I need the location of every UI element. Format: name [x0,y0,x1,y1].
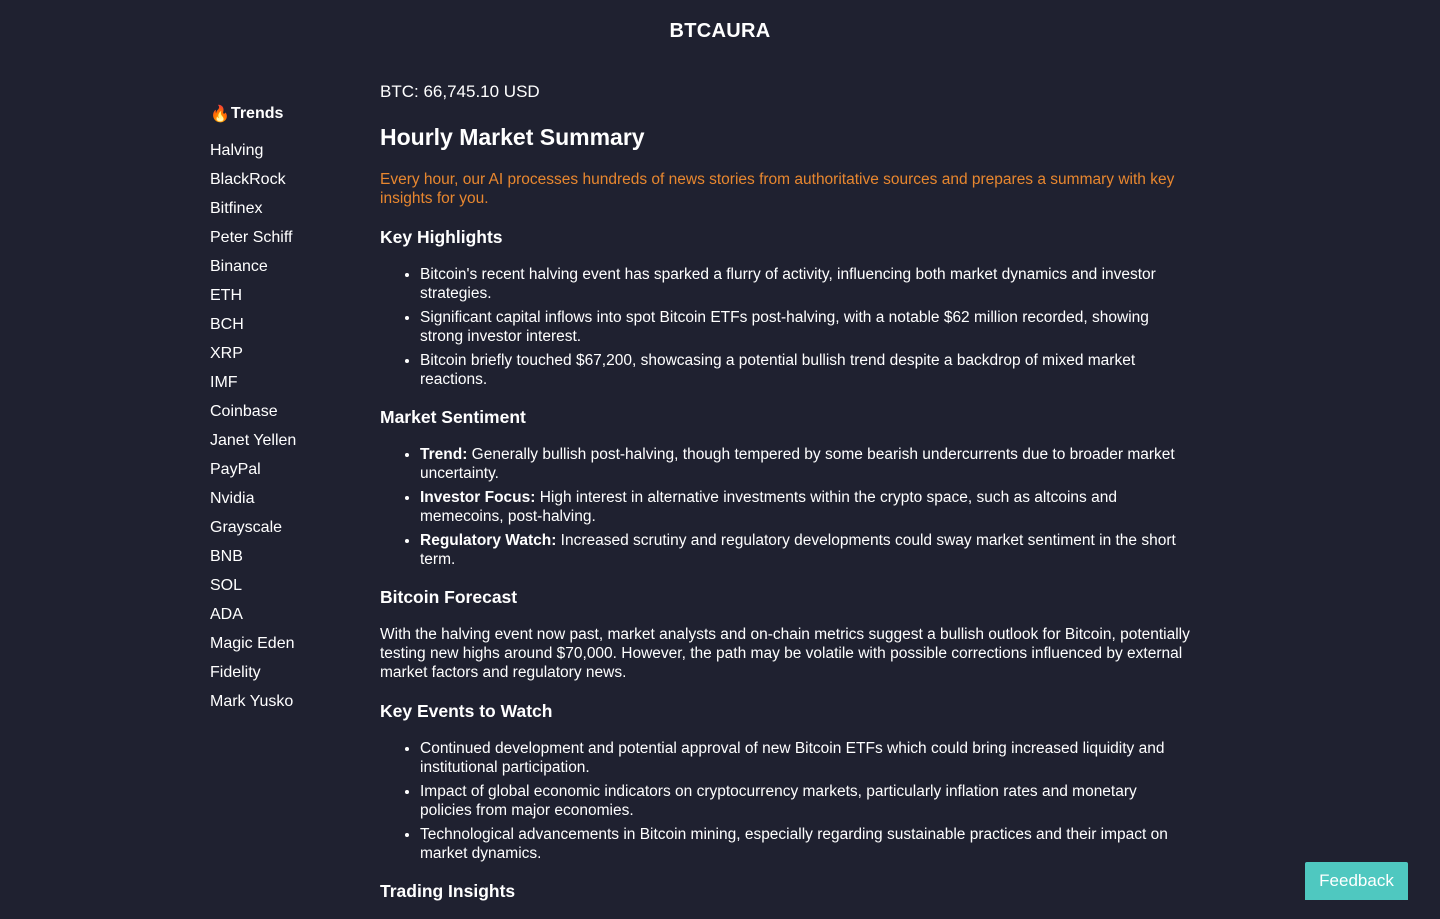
list-item: • Bitcoin briefly touched $67,200, showcasing a potential bullish trend despite a backdrop of mixed market reactions. [420,351,1190,389]
trend-item[interactable] [210,281,360,310]
events-list [380,739,1190,863]
feedback-button[interactable]: Feedback [1305,862,1408,900]
trend-list [210,136,360,716]
trend-link-eth[interactable]: ETH [210,287,242,304]
market-summary-content [380,80,1190,919]
sentiment-text: High interest in alternative investments within the crypto space, such as altcoins and memecoins, post-halving. [420,489,1117,525]
trend-item[interactable] [210,455,360,484]
trend-link-imf[interactable]: IMF [210,374,238,391]
trend-item[interactable] [210,513,360,542]
trend-link-fidelity[interactable]: Fidelity [210,664,261,681]
trends-sidebar [210,102,360,716]
trend-item[interactable] [210,571,360,600]
section-heading-forecast: Bitcoin Forecast [380,587,518,607]
trend-link-nvidia[interactable]: Nvidia [210,490,255,507]
trend-item[interactable] [210,339,360,368]
trend-item[interactable] [210,223,360,252]
section-heading-sentiment: Market Sentiment [380,407,526,427]
site-header [0,0,1440,64]
trend-item[interactable] [210,397,360,426]
sentiment-text: Generally bullish post-halving, though tempered by some bearish undercurrents due to broader market uncertainty. [420,446,1175,482]
trend-item[interactable] [210,658,360,687]
trend-link-bnb[interactable]: BNB [210,548,243,565]
trend-link-blackrock[interactable]: BlackRock [210,171,286,188]
trend-link-bch[interactable]: BCH [210,316,244,333]
sentiment-list [380,445,1190,569]
trend-link-coinbase[interactable]: Coinbase [210,403,278,420]
trend-item[interactable] [210,629,360,658]
trends-heading [210,102,360,126]
section-heading-highlights: Key Highlights [380,227,503,247]
trend-item[interactable] [210,426,360,455]
section-heading-trading-insights: Trading Insights [380,881,516,901]
sentiment-label: Investor Focus: [420,489,536,506]
fire-icon: 🔥 [210,106,230,123]
trend-link-mark-yusko[interactable]: Mark Yusko [210,693,294,710]
page-title: Hourly Market Summary [380,124,645,150]
list-item: • Continued development and potential approval of new Bitcoin ETFs which could bring increased liquidity and institutional participation. [420,739,1190,777]
trend-link-peter-schiff[interactable]: Peter Schiff [210,229,293,246]
trend-item[interactable] [210,687,360,716]
list-item: • Technological advancements in Bitcoin mining, especially regarding sustainable practices and their impact on market dynamics. [420,825,1190,863]
trend-item[interactable] [210,368,360,397]
section-heading-events: Key Events to Watch [380,701,553,721]
trend-item[interactable] [210,600,360,629]
trend-item[interactable] [210,310,360,339]
sentiment-text: Increased scrutiny and regulatory developments could sway market sentiment in the short term. [420,532,1176,568]
list-item [420,488,1190,526]
trend-item[interactable] [210,194,360,223]
trend-link-sol[interactable]: SOL [210,577,243,594]
trend-link-xrp[interactable]: XRP [210,345,243,362]
trend-link-halving[interactable]: Halving [210,142,264,159]
trend-link-bitfinex[interactable]: Bitfinex [210,200,263,217]
brand-logo-link[interactable]: BTCAURA [669,20,771,42]
trend-item[interactable] [210,165,360,194]
trend-link-janet-yellen[interactable]: Janet Yellen [210,432,297,449]
list-item: • Impact of global economic indicators on cryptocurrency markets, particularly inflation rates and monetary policies from major economies. [420,782,1190,820]
trends-heading-label: Trends [230,105,284,122]
trend-item[interactable] [210,542,360,571]
trend-link-grayscale[interactable]: Grayscale [210,519,283,536]
forecast-text: With the halving event now past, market analysts and on-chain metrics suggest a bullish outlook for Bitcoin, potentially testing new highs around $70,000. However, the path may be volatile with possible corrections influenced by external market factors and regulatory news. [380,626,1190,681]
trend-link-magic-eden[interactable]: Magic Eden [210,635,295,652]
list-item: • Bitcoin's recent halving event has sparked a flurry of activity, influencing both market dynamics and investor strategies. [420,265,1190,303]
highlights-list [380,265,1190,389]
intro-text: Every hour, our AI processes hundreds of news stories from authoritative sources and prepares a summary with key insights for you. [380,171,1175,207]
trend-item[interactable] [210,136,360,165]
trend-item[interactable] [210,252,360,281]
trend-item[interactable] [210,484,360,513]
list-item [420,445,1190,483]
sentiment-label: Trend: [420,446,468,463]
sentiment-label: Regulatory Watch: [420,532,557,549]
trend-link-binance[interactable]: Binance [210,258,268,275]
trend-link-ada[interactable]: ADA [210,606,243,623]
trend-link-paypal[interactable]: PayPal [210,461,261,478]
list-item [420,531,1190,569]
btc-price: BTC: 66,745.10 USD [380,82,540,101]
list-item: • Significant capital inflows into spot Bitcoin ETFs post-halving, with a notable $62 million recorded, showing strong investor interest. [420,308,1190,346]
